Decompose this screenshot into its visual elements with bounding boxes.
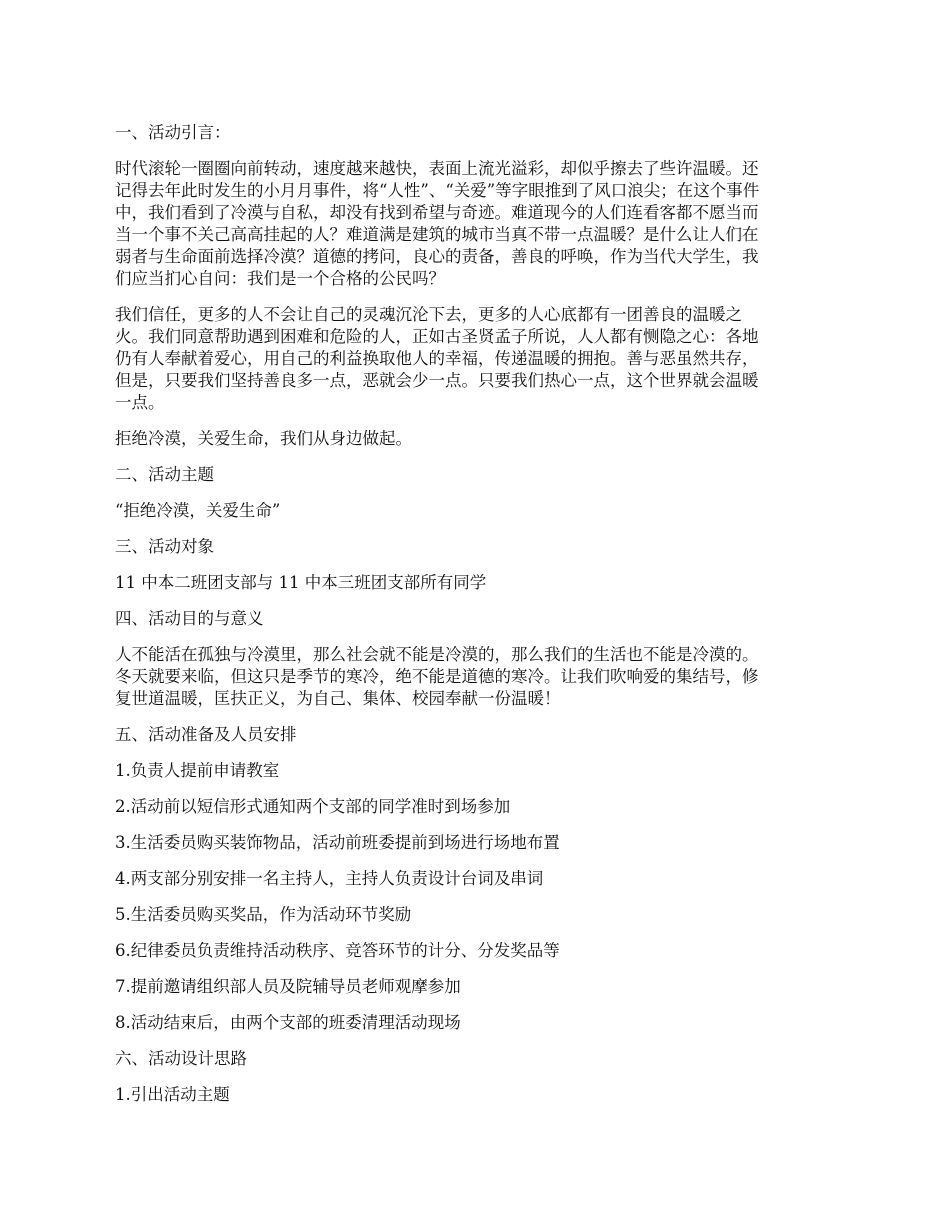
purpose-paragraph: [115, 644, 837, 710]
audience-text: 11 中本二班团支部与 11 中本三班团支部所有同学: [115, 573, 487, 592]
list-item: 1.负责人提前申请教室: [115, 761, 280, 780]
text-line: 记得去年此时发生的小月月事件，将“人性”、“关爱”等字眼推到了风口浪尖；在这个事件: [115, 181, 760, 200]
list-item: 8.活动结束后，由两个支部的班委清理活动现场: [115, 1013, 461, 1032]
list-item: 1.引出活动主题: [115, 1085, 230, 1104]
intro-paragraph-2: [115, 304, 837, 414]
text-line: 冬天就要来临，但这只是季节的寒冷，绝不能是道德的寒冷。让我们吹响爱的集结号，修: [115, 667, 759, 686]
list-item: 3.生活委员购买装饰物品，活动前班委提前到场进行场地布置: [115, 833, 560, 852]
text-line: 们应当扪心自问：我们是一个合格的公民吗？: [115, 269, 445, 288]
section-heading-design: 六、活动设计思路: [115, 1049, 247, 1068]
list-item: 4.两支部分别安排一名主持人，主持人负责设计台词及串词: [115, 869, 544, 888]
text-line: 中，我们看到了冷漠与自私，却没有找到希望与奇迹。难道现今的人们连看客都不愿当而: [115, 203, 759, 222]
text-line: 但是，只要我们坚持善良多一点，恶就会少一点。只要我们热心一点，这个世界就会温暖: [115, 371, 759, 390]
text-line: 我们信任，更多的人不会让自己的灵魂沉沦下去，更多的人心底都有一团善良的温暖之: [115, 305, 742, 324]
list-item: 6.纪律委员负责维持活动秩序、竞答环节的计分、分发奖品等: [115, 941, 560, 960]
list-item: 5.生活委员购买奖品，作为活动环节奖励: [115, 905, 412, 924]
intro-paragraph-1: [115, 158, 837, 290]
section-heading-theme: 二、活动主题: [115, 465, 214, 484]
text-line: 人不能活在孤独与冷漠里，那么社会就不能是冷漠的，那么我们的生活也不能是冷漠的。: [115, 645, 759, 664]
section-heading-preparation: 五、活动准备及人员安排: [115, 725, 297, 744]
text-line: 仍有人奉献着爱心，用自己的利益换取他人的幸福，传递温暖的拥抱。善与恶虽然共存，: [115, 349, 759, 368]
text-line: 火。我们同意帮助遇到困难和危险的人，正如古圣贤孟子所说，人人都有恻隐之心：各地: [115, 327, 759, 346]
text-line: 当一个事不关己高高挂起的人？难道满是建筑的城市当真不带一点温暖？是什么让人们在: [115, 225, 759, 244]
section-heading-audience: 三、活动对象: [115, 537, 214, 556]
document-page: [115, 122, 837, 1120]
section-heading-purpose: 四、活动目的与意义: [115, 609, 264, 628]
text-line: 弱者与生命面前选择冷漠？道德的拷问，良心的责备，善良的呼唤，作为当代大学生，我: [115, 247, 759, 266]
section-heading-intro: 一、活动引言：: [115, 123, 231, 142]
intro-paragraph-3: 拒绝冷漠，关爱生命，我们从身边做起。: [115, 429, 412, 448]
list-item: 2.活动前以短信形式通知两个支部的同学准时到场参加: [115, 797, 511, 816]
theme-text: “拒绝冷漠，关爱生命”: [115, 501, 281, 520]
text-line: 时代滚轮一圈圈向前转动，速度越来越快，表面上流光溢彩，却似乎擦去了些许温暖。还: [115, 159, 759, 178]
text-line: 复世道温暖，匡扶正义，为自己、集体、校园奉献一份温暖！: [115, 689, 561, 708]
text-line: 一点。: [115, 393, 165, 412]
list-item: 7.提前邀请组织部人员及院辅导员老师观摩参加: [115, 977, 461, 996]
